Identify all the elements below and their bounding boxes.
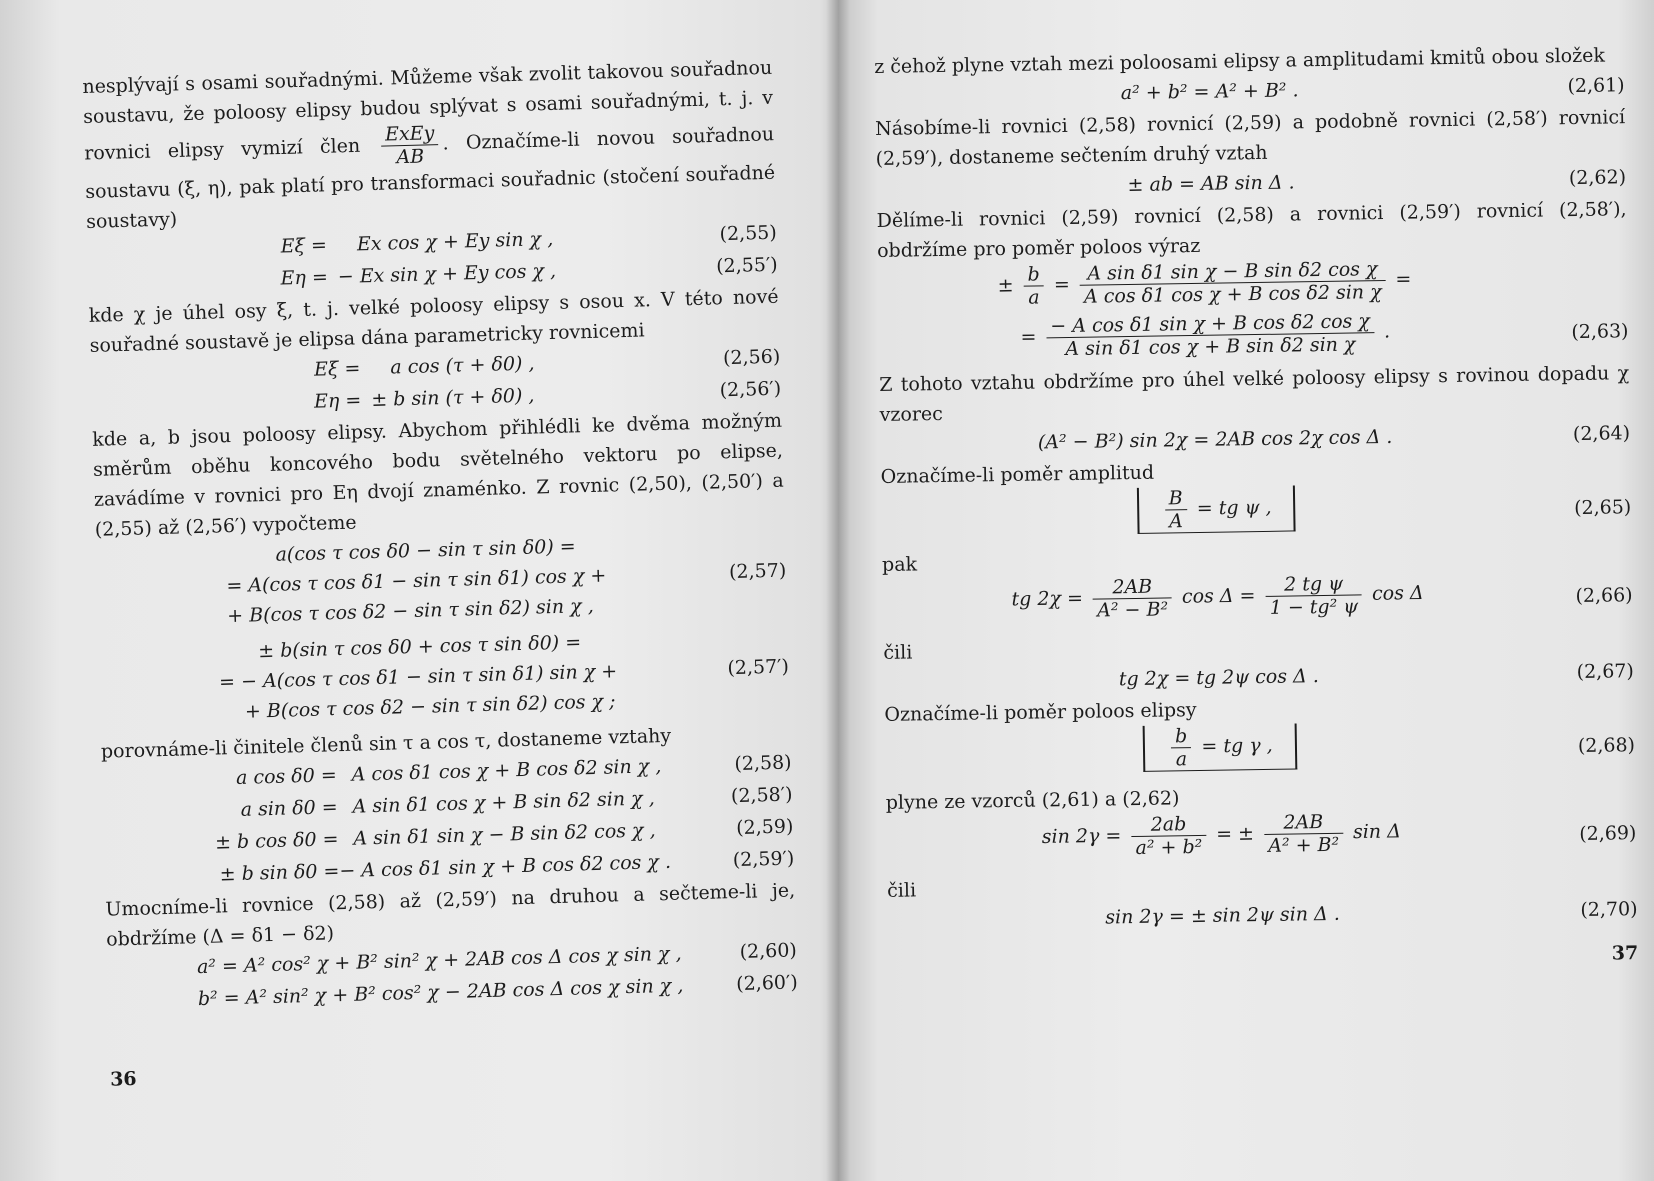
fraction-numerator: b [1171, 725, 1192, 748]
equation-lhs: Eη = [313, 389, 362, 413]
fraction-denominator: A cos δ1 cos χ + B cos δ2 sin χ [1083, 281, 1382, 308]
equation-number: (2,65) [1573, 496, 1632, 520]
equation-lhs: Eξ = [280, 234, 328, 258]
equation-line: ± $\frac{b}{a}$ = $\frac{\text{A sin δ1 sin χ − B sin δ2 cos χ}}{\text{A cos δ1 cos χ + B cos δ2 sin χ}}$ = [997, 258, 1412, 309]
equation-number: (2,64) [1572, 422, 1631, 446]
fraction [1131, 813, 1206, 859]
paragraph: Násobíme-li rovnici (2,58) rovnicí (2,59) a podobně rovnici (2,58′) rovnicí (2,59′), dostaneme sečtením druhý vztah [875, 106, 1626, 170]
equation-lhs: Eξ = [313, 357, 361, 381]
fraction-denominator: 1 − tg² ψ [1269, 595, 1359, 619]
equation-number: (2,59′) [732, 847, 795, 872]
equation-rhs: A sin δ1 sin χ − B sin δ2 cos χ , [353, 819, 656, 850]
equation-number: (2,58′) [730, 783, 793, 808]
equation-lhs: ± b cos δ0 = [214, 828, 339, 854]
paragraph: čili [883, 641, 913, 664]
paragraph: plyne ze vzorců (2,61) a (2,62) [885, 787, 1180, 814]
fraction [1079, 258, 1385, 308]
equation-2-66 [882, 568, 1633, 638]
equation-lhs: sin 2γ = [1041, 824, 1122, 848]
equation-2-63 [877, 254, 1629, 370]
equation-2-65 [881, 480, 1632, 550]
equation-body: (A² − B²) sin 2χ = 2AB cos 2χ cos Δ . [1037, 425, 1393, 454]
equation-lhs: tg 2χ = [1011, 587, 1084, 611]
paragraph: Umocníme-li rovnice (2,58) až (2,59′) na druhou a sečteme-li je, obdržíme (Δ = δ1 − δ2) [105, 879, 796, 951]
equation-rhs: − A cos δ1 sin χ + B cos δ2 cos χ . [339, 850, 672, 883]
fraction-numerator: B [1164, 487, 1186, 510]
equation-body: ± ab = AB sin Δ . [1127, 171, 1295, 197]
fraction-denominator: AB [396, 145, 425, 169]
equation-number: (2,67) [1576, 660, 1634, 684]
paragraph: Dělíme-li rovnici (2,59) rovnicí (2,58) a rovnici (2,59′) rovnicí (2,58′), obdržíme pro poměr poloos výraz [876, 198, 1627, 262]
paragraph [82, 53, 776, 237]
equation-body: a² = A² cos² χ + B² sin² χ + 2AB cos Δ cos χ sin χ , [196, 942, 682, 979]
equation-line: = $\frac{\text{− A cos δ1 sin χ + B cos δ2 cos χ}}{\text{A sin δ1 cos χ + B sin δ2 sin χ}}$ . [1020, 310, 1391, 361]
equation-number: (2,56′) [719, 377, 782, 402]
equation-number: (2,60) [739, 939, 798, 963]
fraction [1264, 811, 1344, 857]
equation-rhs: A cos δ1 cos χ + B cos δ2 sin χ , [351, 755, 662, 786]
equation-number: (2,57′) [727, 655, 790, 680]
boxed-equation [881, 481, 1552, 538]
equation-number: (2,55) [719, 221, 778, 246]
equation-number: (2,58) [734, 751, 792, 776]
equation-middle: = ± [1215, 822, 1255, 846]
equation-number: (2,61) [1567, 74, 1625, 98]
equation-body: a² + b² = A² + B² . [1120, 79, 1299, 105]
fraction-numerator: ExEy [381, 122, 439, 147]
fraction [381, 122, 439, 169]
fraction [1093, 575, 1173, 621]
fraction-denominator: A² − B² [1097, 598, 1169, 622]
fraction-numerator: 2AB [1264, 811, 1343, 835]
equation-2-69 [886, 806, 1637, 876]
equation-line: + B(cos τ cos δ2 − sin τ sin δ2) cos χ ; [244, 690, 616, 723]
equation-lhs: a sin δ0 = [240, 796, 338, 821]
equation-rhs: = tg ψ , [1196, 496, 1272, 520]
fraction-numerator: b [1023, 263, 1044, 286]
equation-body: b² = A² sin² χ + B² cos² χ − 2AB cos Δ cos χ sin χ , [197, 974, 684, 1011]
fraction [1171, 725, 1192, 770]
equation-number: (2,69) [1579, 822, 1637, 846]
equation-line: = − A(cos τ cos δ1 − sin τ sin δ1) sin χ + [218, 660, 618, 694]
equation-number: (2,62) [1568, 166, 1627, 190]
equation-number: (2,66) [1575, 584, 1633, 608]
paragraph-text: . Označíme-li novou souřadnou soustavu (ξ, η), pak platí pro transformaci souřadnic (stočení souřadné soustavy) [85, 123, 776, 233]
equation-line: = A(cos τ cos δ1 − sin τ sin δ1) cos χ + [226, 564, 607, 598]
equation-rhs: a cos (τ + δ0) , [390, 352, 535, 379]
page-number: 37 [1611, 942, 1639, 965]
equation-number: (2,68) [1577, 734, 1636, 758]
fraction-denominator: A sin δ1 cos χ + B sin δ2 sin χ [1065, 333, 1356, 361]
paragraph: pak [881, 553, 918, 576]
book-gutter [826, 0, 850, 1181]
equation-box [1143, 723, 1297, 771]
fraction [1046, 310, 1374, 360]
fraction-denominator: a [1175, 748, 1188, 771]
boxed-equation [885, 719, 1556, 776]
equation-rhs: A sin δ1 cos χ + B sin δ2 sin χ , [352, 787, 655, 818]
equation-tail: sin Δ [1352, 820, 1402, 844]
equation-lhs: a cos δ0 = [235, 764, 338, 789]
equation-lhs: ± b sin δ0 = [219, 860, 340, 886]
equation-rhs: ± b sin (τ + δ0) , [370, 384, 535, 412]
fraction [1023, 263, 1044, 308]
paragraph: z čehož plyne vztah mezi poloosami elipsy a amplitudami kmitů obou složek [874, 44, 1606, 78]
paragraph: Z tohoto vztahu obdržíme pro úhel velké poloosy elipsy s rovinou dopadu χ vzorec [879, 362, 1630, 426]
equation-body: tg 2χ = tg 2ψ cos Δ . [1118, 665, 1320, 691]
equation-body: sin 2γ = ± sin 2ψ sin Δ . [1105, 902, 1341, 929]
equation-number: (2,56) [722, 345, 781, 370]
paragraph: kde a, b jsou poloosy elipsy. Abychom přihlédli ke dvěma možným směrům oběhu koncového bodu světelného vektoru po elipse, zavádíme v rovnici pro Eη dvojí znaménko. Z rovnic (2,50), (2,50′) a (2,55) až (2,56′) vypočteme [91, 409, 784, 541]
equation-number: (2,63) [1571, 320, 1629, 344]
equation-rhs: = tg γ , [1201, 734, 1273, 758]
fraction-numerator: A sin δ1 sin χ − B sin δ2 cos χ [1079, 258, 1385, 286]
fraction-denominator: A² + B² [1268, 833, 1340, 857]
equation-line: a(cos τ cos δ0 − sin τ sin δ0) = [275, 535, 576, 566]
paragraph: kde χ je úhel osy ξ, t. j. velké poloosy elipsy s osou x. V této nové souřadné soustavě je elipsa dána parametricky rovnicemi [88, 285, 779, 357]
fraction-numerator: − A cos δ1 sin χ + B cos δ2 cos χ [1046, 310, 1374, 338]
equation-2-68 [885, 718, 1636, 788]
fraction [1164, 487, 1187, 532]
fraction-numerator: 2 tg ψ [1265, 572, 1362, 597]
fraction-denominator: a [1028, 286, 1040, 309]
equation-body [882, 569, 1553, 625]
paragraph: čili [887, 879, 917, 902]
equation-line: ± b(sin τ cos δ0 + cos τ sin δ0) = [257, 631, 582, 663]
right-page [838, 0, 1654, 1181]
equation-rhs: − Ex sin χ + Ey cos χ , [337, 259, 557, 288]
equation-line: + B(cos τ cos δ2 − sin τ sin δ2) sin χ , [226, 594, 595, 628]
equation-tail: cos Δ [1371, 581, 1424, 605]
paragraph: Označíme-li poměr poloos elipsy [884, 699, 1197, 726]
fraction-denominator: A [1168, 510, 1184, 533]
paragraph: Označíme-li poměr amplitud [880, 461, 1155, 488]
equation-number: (2,57) [728, 559, 787, 584]
right-page-content [874, 40, 1638, 980]
equation-box [1136, 485, 1295, 533]
paragraph-text: nesplývají s osami souřadnými. Můžeme však zvolit takovou souřadnou soustavu, že poloosy elipsy budou splývat s osami souřadnými, t. j. v rovnici elipsy vymizí člen [82, 56, 774, 165]
left-page-content [82, 53, 800, 1095]
equation-number: (2,70) [1580, 898, 1638, 922]
equation-number: (2,59) [735, 815, 794, 840]
equation-lhs: Eη = [280, 266, 329, 290]
equation-2-57-prime [98, 622, 790, 737]
fraction [1265, 572, 1362, 619]
equation-rhs: Ex cos χ + Ey sin χ , [356, 227, 554, 256]
fraction-numerator: 2AB [1093, 575, 1172, 599]
plus-minus-sign: ± [997, 274, 1014, 297]
fraction-numerator: 2ab [1131, 813, 1206, 837]
paragraph: porovnáme-li činitele členů sin τ a cos τ, dostaneme vztahy [100, 724, 672, 763]
equation-number: (2,60′) [735, 971, 799, 996]
equation-number: (2,55′) [715, 253, 778, 278]
page-number: 36 [109, 1067, 137, 1091]
fraction-denominator: a² + b² [1135, 835, 1203, 859]
equation-body [886, 807, 1557, 863]
equation-middle: cos Δ = [1181, 584, 1256, 608]
